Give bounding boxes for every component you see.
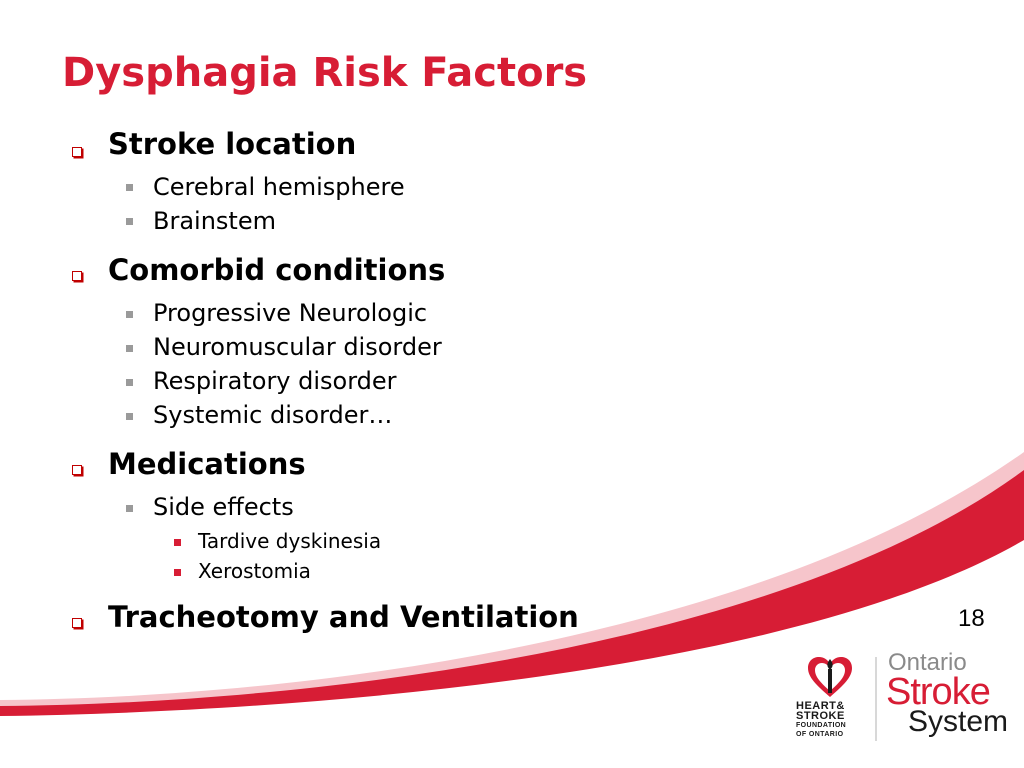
ontario-stroke-system-logo — [886, 651, 1008, 737]
logo-text: System — [908, 705, 1009, 738]
logo-text: Ontario — [888, 649, 967, 676]
square-bullet-icon — [126, 345, 133, 352]
square-bullet-icon — [126, 311, 133, 318]
square-bullet-icon — [126, 379, 133, 386]
sub-bullet: Side effects — [153, 493, 294, 521]
square-bullet-icon — [126, 184, 133, 191]
sub-bullet: Cerebral hemisphere — [153, 173, 405, 201]
bullet-heading: Stroke location — [108, 127, 357, 161]
logo-text: STROKE — [796, 710, 845, 722]
slide-number: 18 — [958, 605, 985, 632]
square-bullet-icon — [126, 218, 133, 225]
square-bullet-icon — [174, 539, 181, 546]
sub-bullet: Systemic disorder… — [153, 401, 393, 429]
square-bullet-icon — [72, 465, 82, 475]
slide-title: Dysphagia Risk Factors — [62, 50, 588, 96]
bullet-heading: Comorbid conditions — [108, 253, 446, 287]
sub-bullet: Progressive Neurologic — [153, 299, 428, 327]
heart-and-stroke-logo — [796, 655, 866, 739]
sub-bullet: Brainstem — [153, 207, 276, 235]
logo-divider — [875, 657, 877, 741]
sub-sub-bullet: Xerostomia — [198, 559, 311, 583]
logo-text: OF ONTARIO — [796, 731, 844, 738]
square-bullet-icon — [126, 505, 133, 512]
square-bullet-icon — [72, 147, 82, 157]
bullet-heading: Tracheotomy and Ventilation — [108, 600, 579, 634]
sub-bullet: Respiratory disorder — [153, 367, 397, 395]
bullet-heading: Medications — [108, 447, 306, 481]
square-bullet-icon — [72, 271, 82, 281]
logo-text: FOUNDATION — [796, 722, 847, 729]
sub-bullet: Neuromuscular disorder — [153, 333, 442, 361]
square-bullet-icon — [174, 569, 181, 576]
heart-torch-icon — [806, 655, 854, 699]
logo-text: Stroke — [886, 671, 990, 713]
square-bullet-icon — [72, 618, 82, 628]
square-bullet-icon — [126, 413, 133, 420]
logo-text: HEART& — [796, 700, 845, 712]
sub-sub-bullet: Tardive dyskinesia — [198, 529, 382, 553]
